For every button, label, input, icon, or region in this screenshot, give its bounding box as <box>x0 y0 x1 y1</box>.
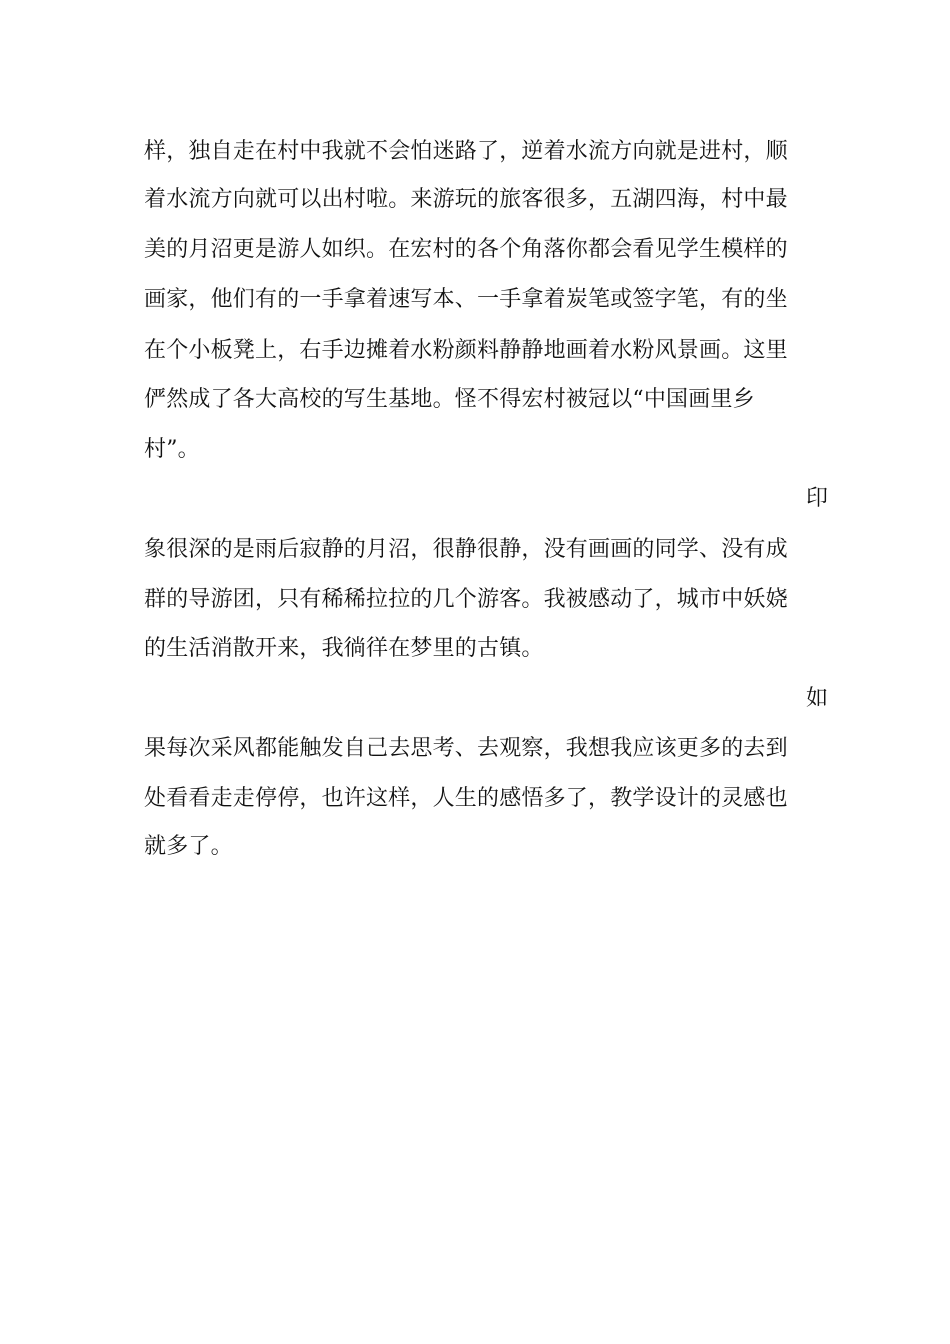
paragraph-1-line-6: 俨然成了各大高校的写生基地。怪不得宏村被冠以“中国画里乡 <box>144 387 755 412</box>
paragraph-3-lead-char: 如 <box>806 686 829 711</box>
paragraph-3-line-1: 果每次采风都能触发自己去思考、去观察，我想我应该更多的去到 <box>144 736 788 761</box>
paragraph-1-line-3: 美的月沼更是游人如织。在宏村的各个角落你都会看见学生模样的 <box>144 237 788 262</box>
paragraph-2-line-3: 的生活消散开来，我徜徉在梦里的古镇。 <box>144 636 544 661</box>
paragraph-3-line-2: 处看看走走停停，也许这样，人生的感悟多了，教学设计的灵感也 <box>144 786 788 811</box>
paragraph-1-line-5: 在个小板凳上，右手边摊着水粉颜料静静地画着水粉风景画。这里 <box>144 338 788 363</box>
paragraph-1-line-2: 着水流方向就可以出村啦。来游玩的旅客很多，五湖四海，村中最 <box>144 187 788 212</box>
paragraph-3-line-3: 就多了。 <box>144 834 233 859</box>
paragraph-1-line-7: 村”。 <box>144 437 200 462</box>
paragraph-1-line-1: 样，独自走在村中我就不会怕迷路了，逆着水流方向就是进村，顺 <box>144 139 788 164</box>
paragraph-2-lead-char: 印 <box>806 486 829 511</box>
paragraph-2-line-1: 象很深的是雨后寂静的月沼，很静很静，没有画画的同学、没有成 <box>144 537 788 562</box>
paragraph-1-line-4: 画家，他们有的一手拿着速写本、一手拿着炭笔或签字笔，有的坐 <box>144 287 788 312</box>
paragraph-2-line-2: 群的导游团，只有稀稀拉拉的几个游客。我被感动了，城市中妖娆 <box>144 587 788 612</box>
